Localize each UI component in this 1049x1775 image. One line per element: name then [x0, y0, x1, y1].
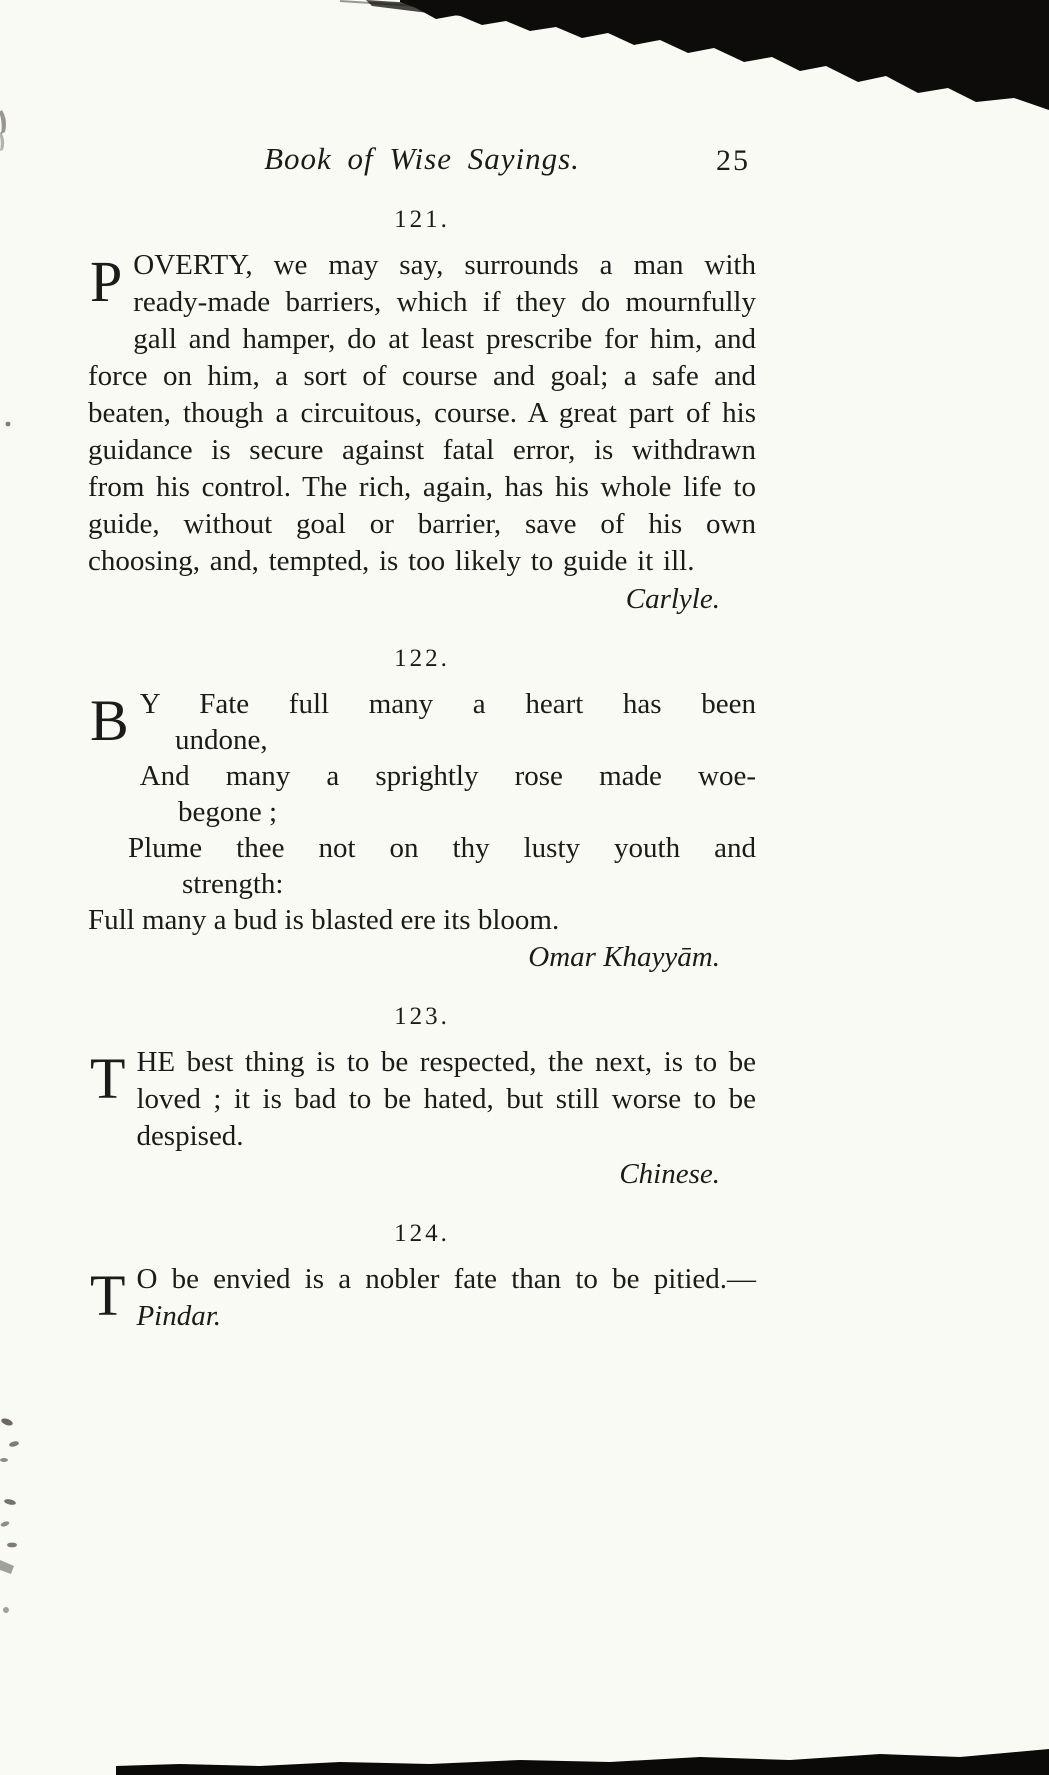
dropcap-initial: B: [90, 688, 129, 753]
dropcap-initial: T: [90, 1263, 126, 1328]
verse-line: And many a sprightly rose made woe-: [139, 760, 756, 792]
running-header-title: Book of Wise Sayings.: [264, 141, 580, 176]
page-content: [88, 138, 756, 1336]
saying-paragraph: [88, 247, 756, 580]
dropcap-initial: T: [90, 1046, 126, 1111]
scan-shadow-artifact-bottom: [0, 1735, 1049, 1775]
saying-number: 122.: [394, 645, 450, 672]
saying-paragraph: [88, 1044, 756, 1155]
verse-line: undone,: [175, 724, 268, 756]
attribution: Omar Khayyām.: [528, 941, 720, 973]
page-number: 25: [716, 144, 750, 177]
verse-line: begone ;: [178, 796, 278, 828]
saying-number: 124.: [394, 1220, 450, 1247]
attribution: Carlyle.: [625, 583, 720, 615]
running-header: [88, 138, 756, 180]
saying-124: [88, 1220, 756, 1335]
saying-body-text: O be envied is a nobler fate than to be pitied.—: [136, 1263, 756, 1295]
verse-line: Plume thee not on thy lusty youth and: [128, 832, 756, 864]
verse-line: Y Fate full many a heart has been: [139, 688, 756, 720]
attribution: Chinese.: [619, 1158, 720, 1190]
saying-123: [88, 1003, 756, 1194]
attribution-inline: Pindar.: [136, 1300, 222, 1332]
saying-number: 121.: [394, 206, 450, 233]
saying-body-text: HE best thing is to be respected, the next, is to be loved ; it is bad to be hated, but still worse to be despised.: [136, 1046, 756, 1152]
saying-122: [88, 645, 756, 977]
saying-paragraph: [88, 1261, 756, 1335]
verse-line: strength:: [182, 868, 284, 900]
dropcap-initial: P: [90, 249, 123, 314]
saying-body-text: OVERTY, we may say, surrounds a man with ready-made barriers, which if they do mournfully gall and hamper, do at least prescribe for him, and force on him, a sort of course and goal; a safe and beaten, though a circuitous, course. A great part of his guidance is secure against fatal error, is withdrawn from his control. The rich, again, has his whole life to guide, without goal or barrier, save of his own choosing, and, tempted, is too likely to guide it ill.: [88, 249, 756, 577]
verse-line: Full many a bud is blasted ere its bloom.: [88, 904, 560, 936]
saying-121: [88, 206, 756, 619]
saying-verse: [88, 686, 756, 938]
scan-tear-artifact-top-right: [0, 0, 1049, 130]
saying-number: 123.: [394, 1003, 450, 1030]
